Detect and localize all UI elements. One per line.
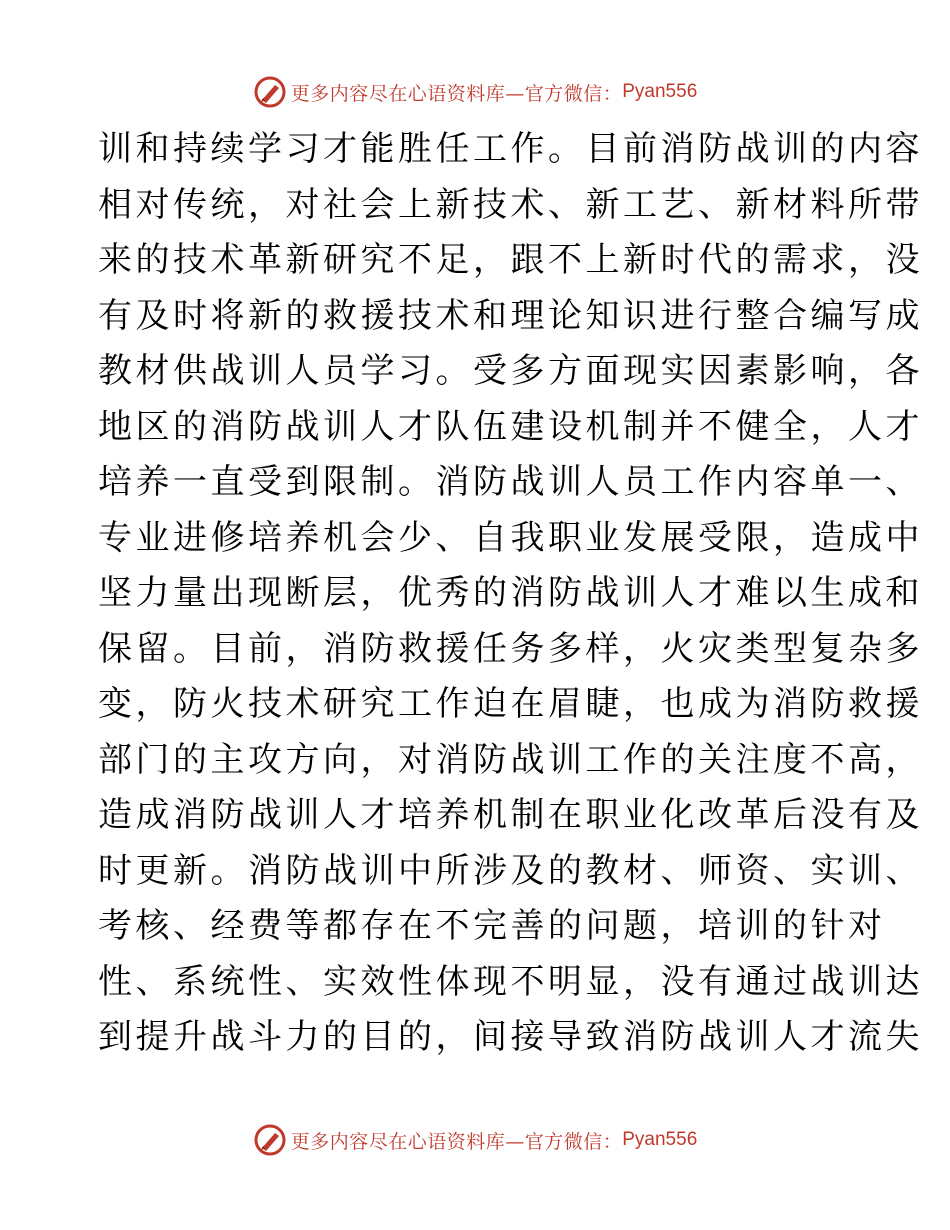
body-line: 考核、经费等都存在不完善的问题，培训的针对 [98,906,886,946]
body-line: 到提升战斗力的目的，间接导致消防战训人才流失 [98,1017,923,1057]
header-watermark [0,72,950,112]
pen-logo-icon [253,1123,287,1157]
pen-logo-icon [253,75,287,109]
body-line: 变，防火技术研究工作迫在眉睫，也成为消防救援 [98,684,923,724]
body-line: 造成消防战训人才培养机制在职业化改革后没有及 [98,795,923,835]
body-line: 地区的消防战训人才队伍建设机制并不健全，人才 [98,406,923,447]
body-line: 时更新。消防战训中所涉及的教材、师资、实训、 [98,850,923,891]
watermark-wechat-id: Pyan556 [622,81,698,102]
body-line: 培养一直受到限制。消防战训人员工作内容单一、 [98,462,923,502]
body-line: 部门的主攻方向，对消防战训工作的关注度不高， [98,739,923,780]
body-line: 保留。目前，消防救援任务多样，火灾类型复杂多 [98,628,923,669]
watermark-wechat-id: Pyan556 [622,1129,698,1150]
watermark-text: 更多内容尽在心语资料库—官方微信： [290,82,623,105]
document-body [98,122,923,1066]
body-line: 性、系统性、实效性体现不明显，没有通过战训达 [98,961,923,1002]
body-line: 坚力量出现断层，优秀的消防战训人才难以生成和 [98,573,923,613]
body-line: 来的技术革新研究不足，跟不上新时代的需求，没 [98,240,923,280]
body-line: 有及时将新的救援技术和理论知识进行整合编写成 [98,295,923,336]
watermark-text: 更多内容尽在心语资料库—官方微信： [290,1130,623,1153]
body-line: 专业进修培养机会少、自我职业发展受限，造成中 [98,517,923,558]
body-line: 训和持续学习才能胜任工作。目前消防战训的内容 [98,129,923,169]
footer-watermark [0,1120,950,1160]
body-line: 教材供战训人员学习。受多方面现实因素影响，各 [98,351,923,391]
body-line: 相对传统，对社会上新技术、新工艺、新材料所带 [98,184,923,225]
